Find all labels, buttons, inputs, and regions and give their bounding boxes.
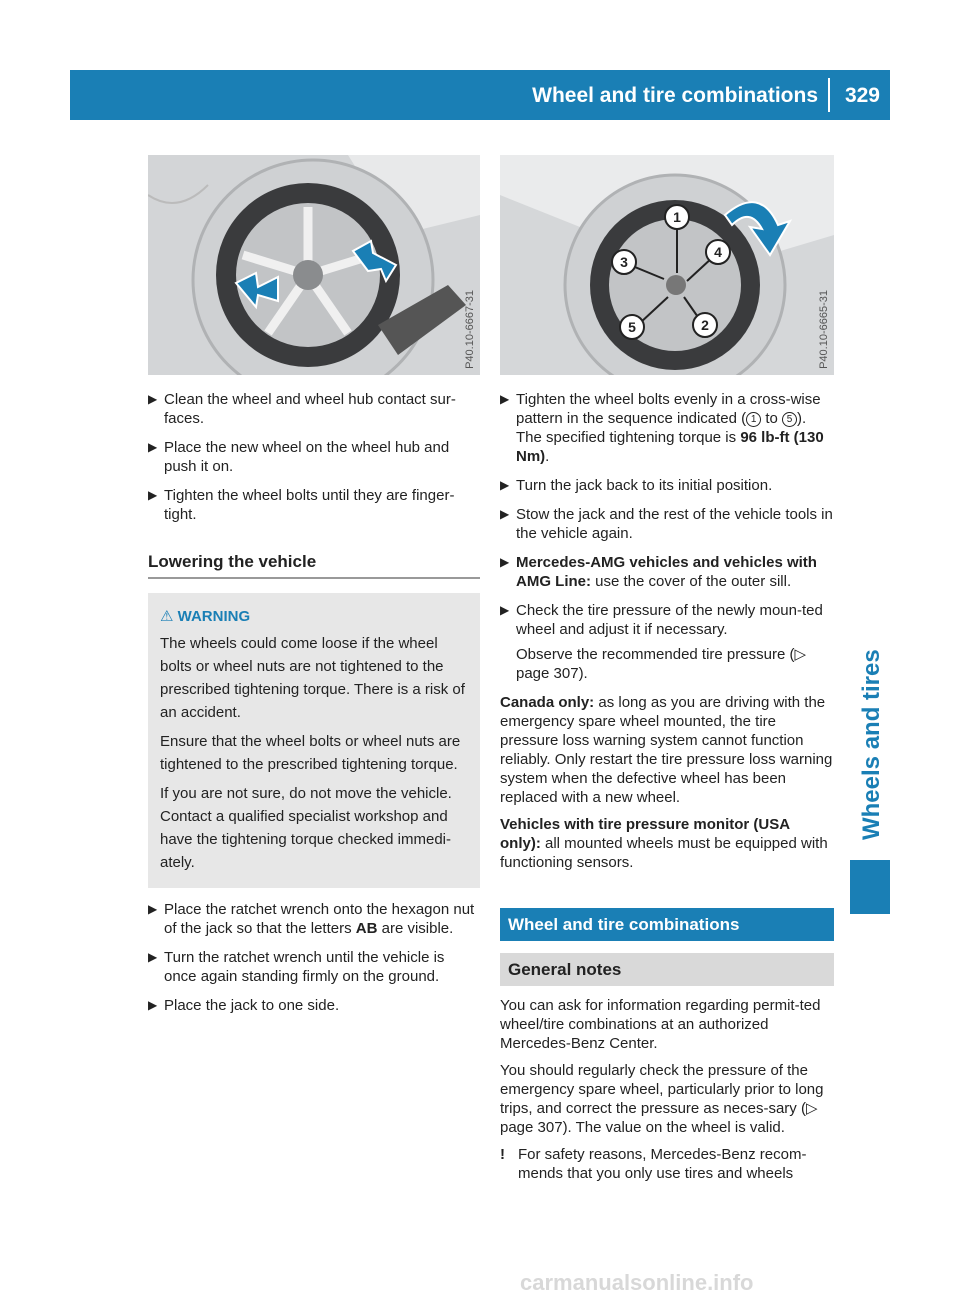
list-item: ▶ Place the jack to one side. <box>148 997 340 1014</box>
page-header <box>70 70 890 120</box>
callout-4: 4 <box>714 244 722 260</box>
note-item: ! For safety reasons, Mercedes-Benz recom-mends that you only use tires and wheels <box>500 1146 807 1182</box>
warning-text: If you are not sure, do not move the vehicle. Contact a qualified specialist workshop and have the tightening torque checked immedi-ately. <box>160 785 452 871</box>
list-item: ▶ Mercedes-AMG vehicles and vehicles with AMG Line: use the cover of the outer sill. <box>500 554 817 590</box>
side-tab-label: Wheels and tires <box>858 649 885 840</box>
list-item: ▶ Turn the jack back to its initial position. <box>500 477 773 494</box>
bullet-arrow-icon: ▶ <box>148 950 158 964</box>
callout-3: 3 <box>620 254 628 270</box>
exclamation-icon: ! <box>500 1146 505 1163</box>
list-item: ▶ Place the new wheel on the wheel hub and push it on. <box>148 439 450 475</box>
wheel-jack-drawing <box>148 155 480 375</box>
bullet-arrow-icon: ▶ <box>148 488 158 502</box>
warning-box <box>148 593 480 888</box>
section-rule <box>148 577 480 579</box>
warning-title: ⚠ WARNING <box>160 608 251 625</box>
list-item: ▶ Stow the jack and the rest of the vehicle tools in the vehicle again. <box>500 506 833 542</box>
list-item: ▶ Clean the wheel and wheel hub contact sur-faces. <box>148 391 456 427</box>
page-reference-note: Observe the recommended tire pressure (▷ page 307). <box>516 646 806 682</box>
canada-note: Canada only: as long as you are driving with the emergency spare wheel mounted, the tire pressure loss warning system cannot function reliably. Only restart the tire pressure loss warning system when the defective wheel has been replaced with a new wheel. <box>500 694 833 806</box>
general-notes-text: You should regularly check the pressure of the emergency spare wheel, particularly prior to long trips, and correct the pressure as neces-sary (▷ page 307). The value on the wheel is valid. <box>500 1062 824 1136</box>
right-column <box>500 390 834 1193</box>
bullet-arrow-icon: ▶ <box>148 998 158 1012</box>
list-item: ▶ Turn the ratchet wrench until the vehicle is once again standing firmly on the ground. <box>148 949 445 985</box>
bolt-sequence-drawing <box>500 155 834 375</box>
callout-1-icon: 1 <box>746 412 761 427</box>
bullet-arrow-icon: ▶ <box>148 902 158 916</box>
list-item: ▶ Check the tire pressure of the newly moun-ted wheel and adjust it if necessary. Observe the recommended tire pressure (▷ page 307). <box>500 601 834 683</box>
bolt-sequence-illustration <box>500 155 834 375</box>
bullet-arrow-icon: ▶ <box>500 478 510 492</box>
bullet-arrow-icon: ▶ <box>148 440 158 454</box>
right-image-code: P40.10-6665-31 <box>818 290 830 369</box>
warning-text: The wheels could come loose if the wheel bolts or wheel nuts are not tightened to the prescribed tightening torque. There is a risk of an accident. <box>160 635 465 721</box>
bullet-arrow-icon: ▶ <box>148 392 158 406</box>
callout-5-icon: 5 <box>782 412 797 427</box>
warning-text: Ensure that the wheel bolts or wheel nuts are tightened to the prescribed tightening torque. <box>160 733 461 773</box>
general-notes-text: You can ask for information regarding permit-ted wheel/tire combinations at an authorized Mercedes-Benz Center. <box>500 997 821 1052</box>
bullet-arrow-icon: ▶ <box>500 603 510 617</box>
bullet-arrow-icon: ▶ <box>500 507 510 521</box>
bullet-arrow-icon: ▶ <box>500 392 510 406</box>
left-column <box>148 390 480 1025</box>
side-tab-block <box>850 860 890 914</box>
usa-note: Vehicles with tire pressure monitor (USA only): all mounted wheels must be equipped with functioning sensors. <box>500 816 828 871</box>
wheel-mount-illustration <box>148 155 480 375</box>
warning-triangle-icon: ⚠ <box>160 608 174 625</box>
callout-2: 2 <box>701 317 709 333</box>
list-item: ▶ Tighten the wheel bolts evenly in a cross-wise pattern in the sequence indicated ( 1 to 5 ). The specified tightening torque is 96 lb-ft (130 Nm). <box>500 391 824 465</box>
header-divider <box>828 78 830 112</box>
bullet-arrow-icon: ▶ <box>500 555 510 569</box>
watermark: carmanualsonline.info <box>520 1270 754 1295</box>
callout-1: 1 <box>673 209 681 225</box>
left-image-code: P40.10-6667-31 <box>464 290 476 369</box>
list-item: ▶ Tighten the wheel bolts until they are finger-tight. <box>148 487 455 523</box>
callout-5: 5 <box>628 319 636 335</box>
page-number: 329 <box>844 84 880 107</box>
subsection-title-general-notes: General notes <box>500 953 834 986</box>
section-title-lowering: Lowering the vehicle <box>148 552 317 571</box>
list-item: ▶ Place the ratchet wrench onto the hexagon nut of the jack so that the letters AB are visible. <box>148 901 475 937</box>
header-title: Wheel and tire combinations <box>532 84 818 107</box>
section-title-combinations: Wheel and tire combinations <box>500 908 834 941</box>
